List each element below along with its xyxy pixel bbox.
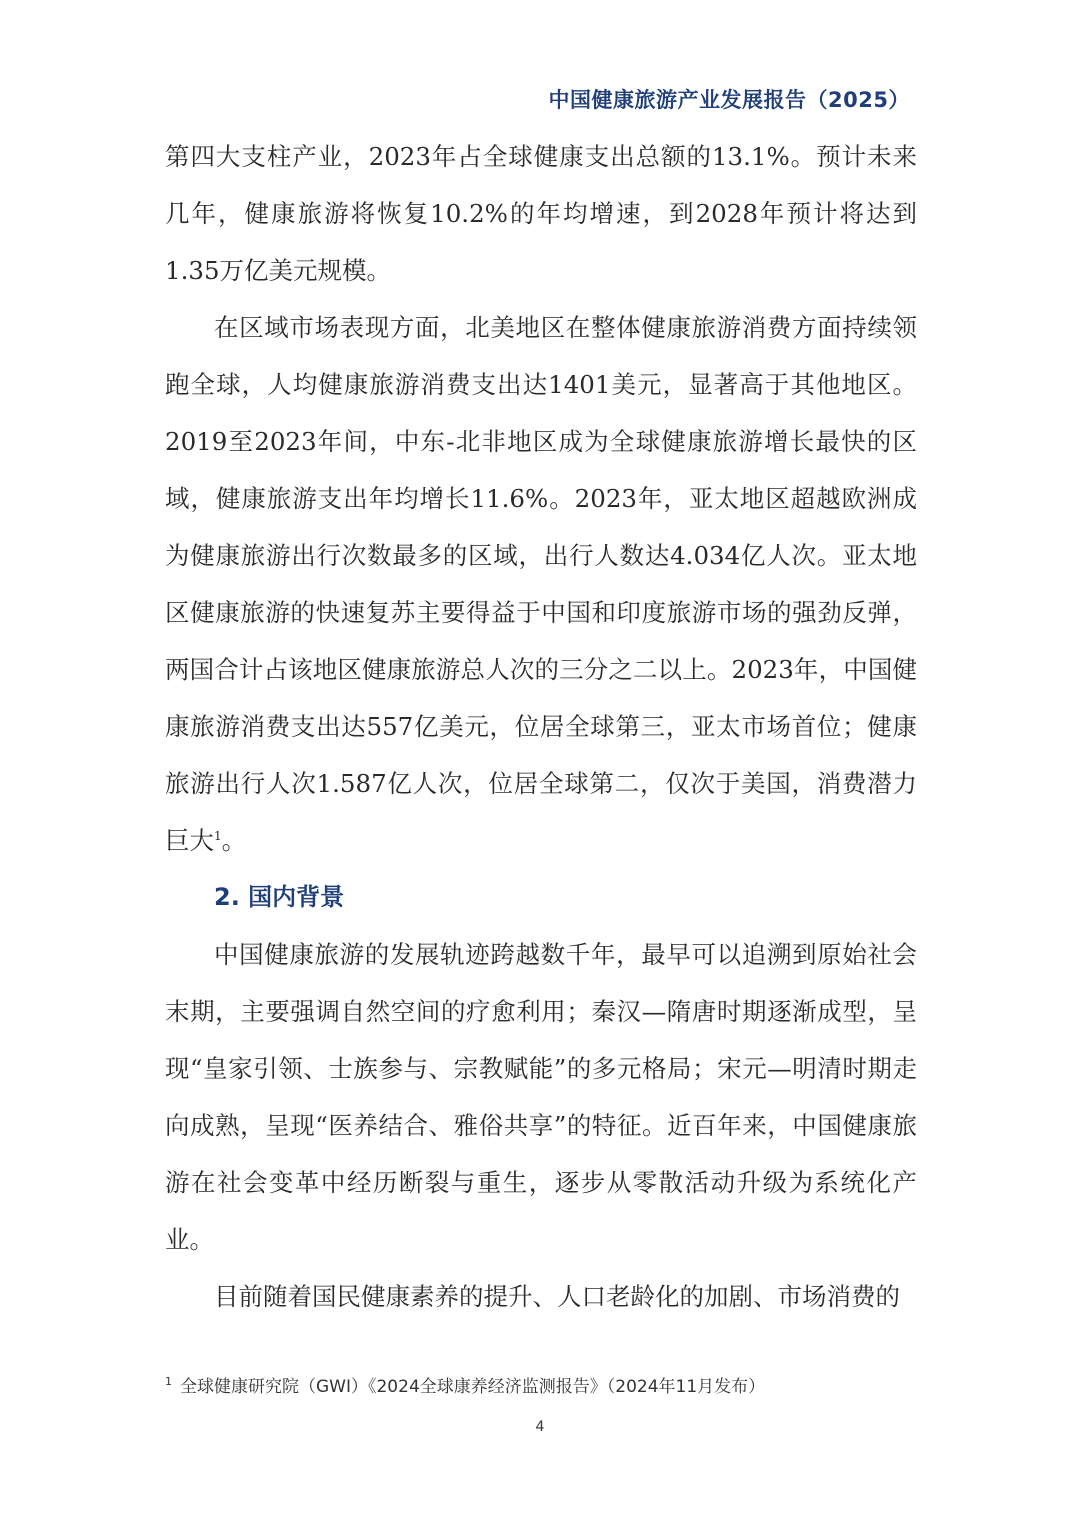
paragraph-1: 第四大支柱产业，2023年占全球健康支出总额的13.1%。预计未来几年，健康旅游将恢复10.2%的年均增速，到2028年预计将达到1.35万亿美元规模。 [165,142,917,285]
page-number: 4 [535,1419,545,1435]
section-heading: 2. 国内背景 [214,883,345,911]
running-header: 中国健康旅游产业发展报告（2025） [548,88,910,112]
paragraph-4: 目前随着国民健康素养的提升、人口老龄化的加剧、市场消费的 [214,1282,900,1311]
footnote [165,1372,925,1397]
paragraph-2 [165,299,917,869]
paragraph-2-text: 在区域市场表现方面，北美地区在整体健康旅游消费方面持续领跑全球，人均健康旅游消费支出达1401美元，显著高于其他地区。2019至2023年间，中东-北非地区成为全球健康旅游增长最快的区域，健康旅游支出年均增长11.6%。2023年，亚太地区超越欧洲成为健康旅游出行次数最多的区域，出行人数达4.034亿人次。亚太地区健康旅游的快速复苏主要得益于中国和印度旅游市场的强劲反弹，两国合计占该地区健康旅游总人次的三分之二以上。2023年，中国健康旅游消费支出达557亿美元，位居全球第三，亚太市场首位；健康旅游出行人次1.587亿人次，位居全球第二，仅次于美国，消费潜力巨大 [165,313,917,855]
paragraph-2-end: 。 [221,826,247,855]
body-text [165,128,917,1325]
footnote-reference: 1 [214,828,222,843]
footnote-text: 全球健康研究院（GWI）《2024全球康养经济监测报告》（2024年11月发布） [180,1377,766,1397]
paragraph-3: 中国健康旅游的发展轨迹跨越数千年，最早可以追溯到原始社会末期，主要强调自然空间的疗愈利用；秦汉—隋唐时期逐渐成型，呈现“皇家引领、士族参与、宗教赋能”的多元格局；宋元—明清时期走向成熟，呈现“医养结合、雅俗共享”的特征。近百年来，中国健康旅游在社会变革中经历断裂与重生，逐步从零散活动升级为系统化产业。 [165,940,917,1254]
footnote-mark: 1 [165,1375,172,1389]
